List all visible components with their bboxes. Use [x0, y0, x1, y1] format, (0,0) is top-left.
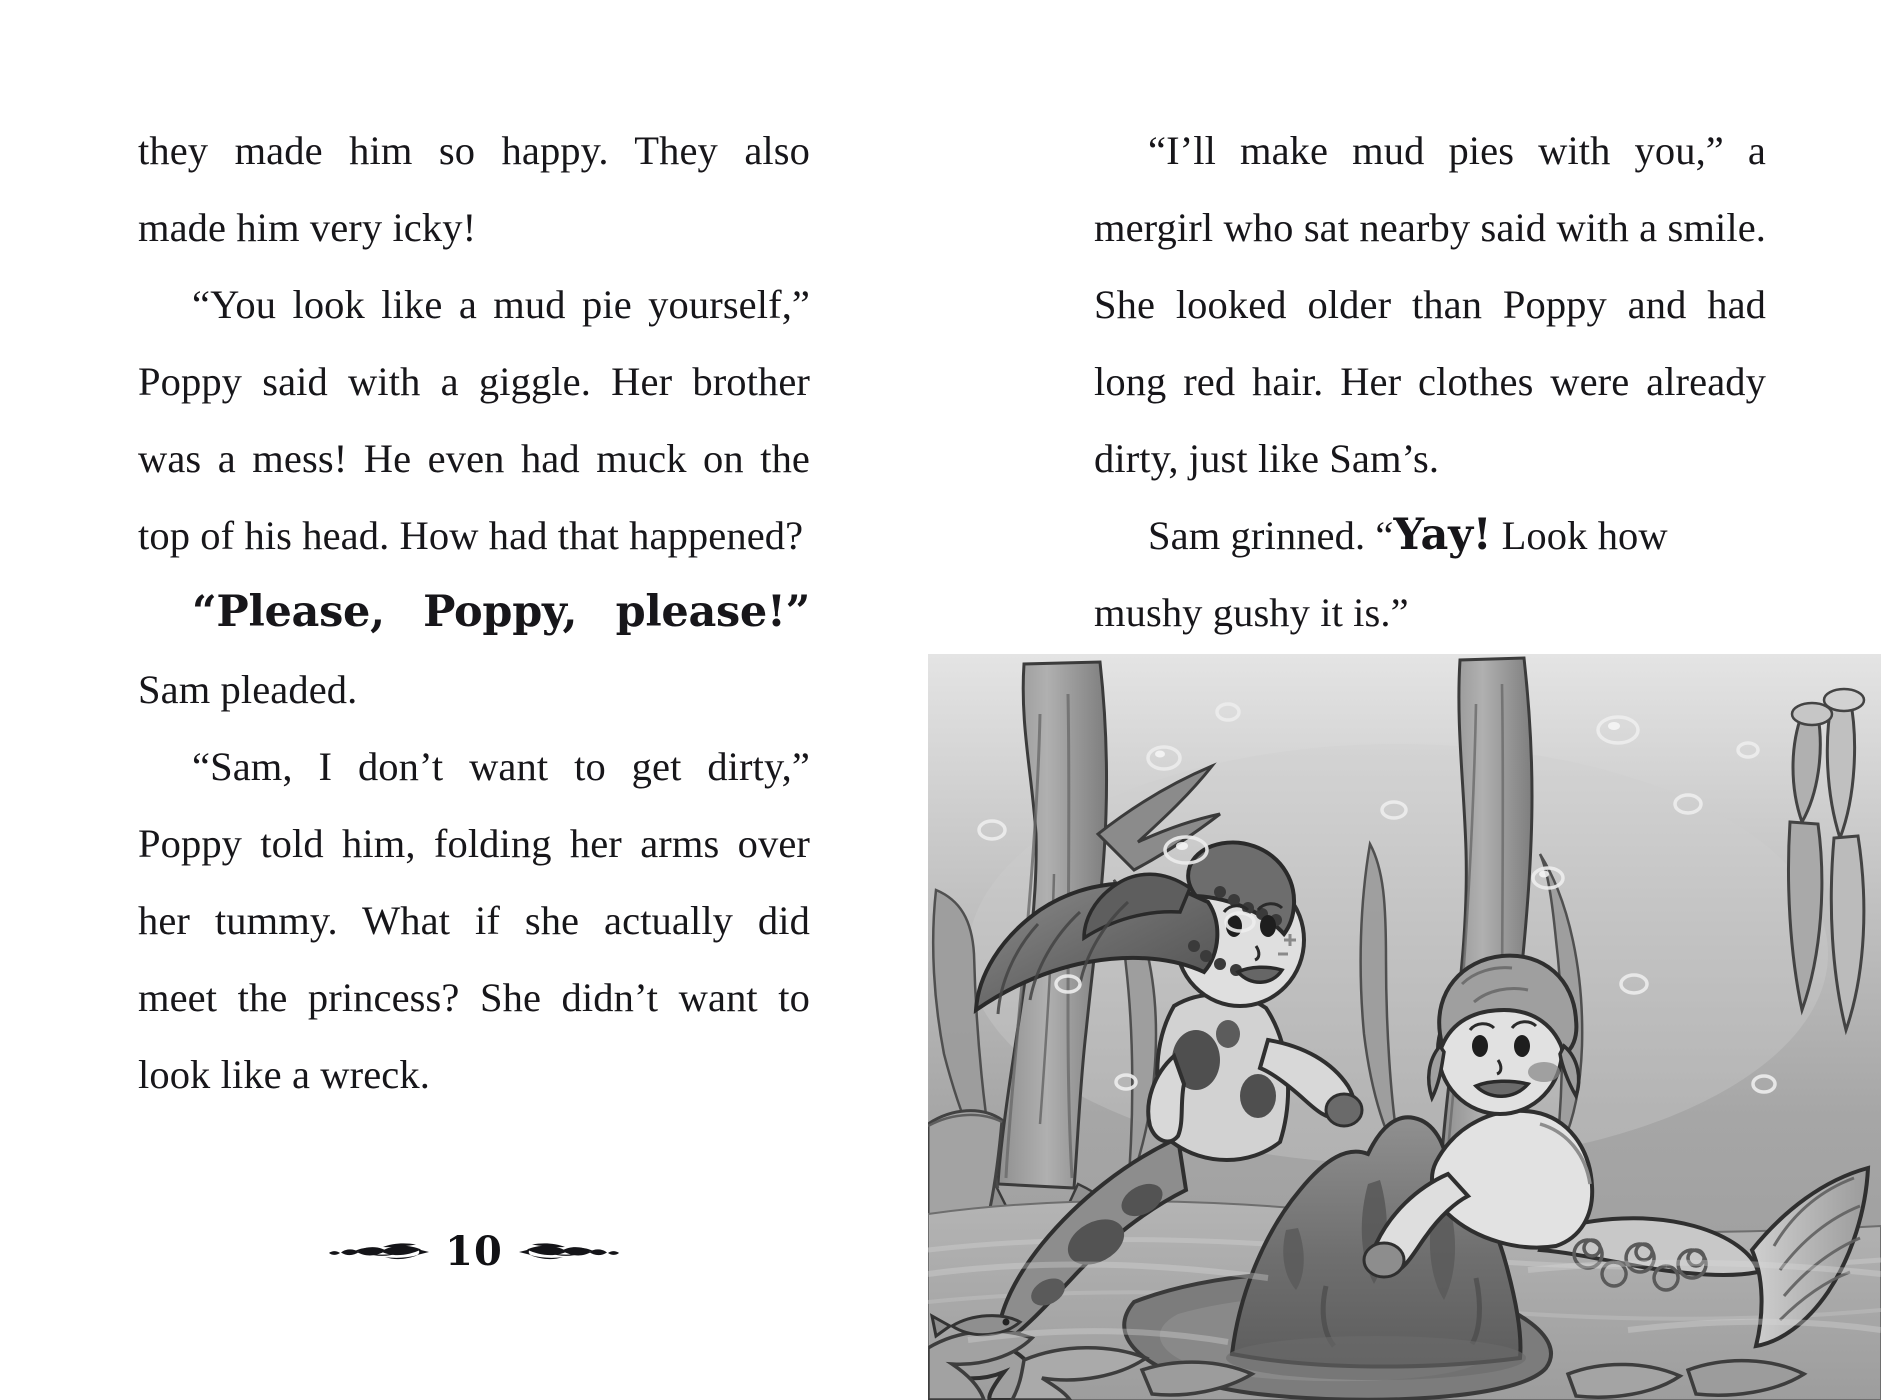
laurel-leaf-ornament-left — [323, 1235, 431, 1269]
paragraph-6-lead: Sam grinned. “ — [1148, 513, 1394, 558]
merboy-mud-smudge — [1528, 1062, 1560, 1082]
illustration-artwork — [928, 654, 1881, 1400]
paragraph-4: “Sam, I don’t want to get dirty,” Poppy told him, folding her arms over her tummy. What if she actually did meet the princess? She didn’t want to look like a wreck. — [138, 744, 810, 1097]
left-text-column — [138, 112, 810, 1113]
paragraph-6 — [1094, 497, 1766, 651]
mergirl-muddy-hand — [1326, 1094, 1362, 1126]
emphasized-dialogue-please: “Please, Poppy, please!” — [192, 587, 810, 637]
dress-mud-spot-3 — [1216, 1020, 1240, 1048]
paragraph-2: “You look like a mud pie yourself,” Poppy said with a giggle. Her brother was a mess! He even had muck on the top of his head. How had that happened? — [138, 282, 810, 558]
dress-mud-spot-2 — [1240, 1074, 1276, 1118]
laurel-leaf-ornament-right — [517, 1235, 625, 1269]
mergirl-eye-right — [1260, 915, 1276, 937]
paragraph-3-tail: Sam pleaded. — [138, 667, 358, 712]
folio — [138, 1228, 810, 1275]
paragraph-5: “I’ll make mud pies with you,” a mergirl who sat nearby said with a smile. She looked older than Poppy and had long red hair. Her clothes were already dirty, just like Sam’s. — [1094, 128, 1766, 481]
page-number: 10 — [445, 1228, 503, 1275]
merboy-eye-right — [1514, 1035, 1530, 1057]
right-text-column — [1094, 112, 1766, 651]
merboy-eye-left — [1472, 1035, 1488, 1057]
paragraph-6-tail: Look how mushy gushy it is.” — [1094, 513, 1668, 635]
merboy-muddy-hand — [1364, 1243, 1404, 1277]
emphasized-dialogue-yay: Yay! — [1393, 510, 1492, 560]
paragraph-3 — [138, 574, 810, 728]
paragraph-1: they made him so happy. They also made him very icky! — [138, 128, 810, 250]
illustration — [928, 654, 1881, 1400]
